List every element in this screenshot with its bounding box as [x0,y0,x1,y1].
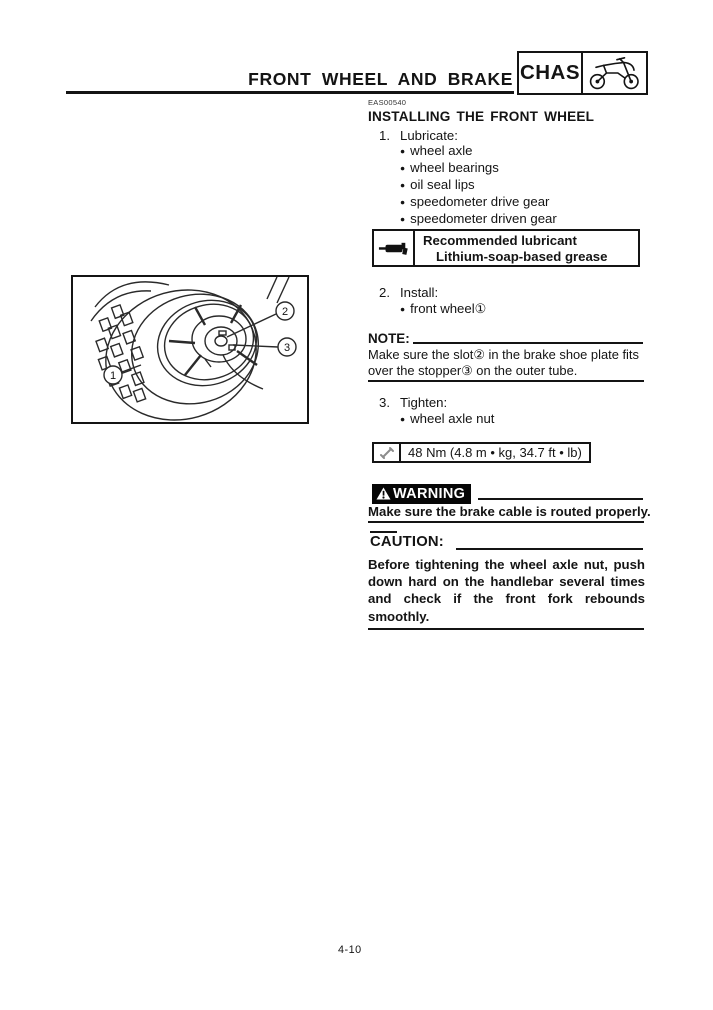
caution-rule-bottom [368,628,644,630]
caution-rule-top [456,548,643,550]
lubricant-spec-box [372,229,640,267]
step-1-items [400,143,557,228]
step-1 [379,128,458,143]
front-wheel-illustration [73,277,307,422]
section-label: CHAS [519,53,583,93]
lubricant-spec-text [415,231,607,265]
caution-text: Before tightening the wheel axle nut, push down hard on the handlebar several times and check if the front fork rebounds smoothly. [368,557,645,624]
list-item: ● wheel bearings [400,160,557,177]
note-text-line: over the stopper③ on the outer tube. [368,363,578,379]
list-item: ● front wheel① [400,301,486,318]
warning-label [372,484,471,504]
caution-overline [370,531,397,533]
list-item: ● speedometer driven gear [400,211,557,228]
grease-gun-icon [374,231,415,265]
note-rule-top [413,342,643,344]
step-2 [379,285,438,300]
warning-triangle-icon [376,487,391,500]
title-underline [66,91,514,94]
step-3-action: Tighten: [400,395,448,410]
torque-value: 48 Nm (4.8 m • kg, 34.7 ft • lb) [408,445,582,460]
warning-label-text: WARNING [393,485,466,502]
step-2-items [400,301,486,318]
step-3-items [400,411,494,428]
section-tab [517,51,648,95]
step-2-number: 2. [379,285,390,300]
step-1-action: Lubricate: [400,128,458,143]
list-item: ● wheel axle [400,143,557,160]
step-2-action: Install: [400,285,439,300]
topic-code: EAS00540 [368,98,407,107]
step-3 [379,395,447,410]
note-label: NOTE: [368,331,410,346]
step-1-number: 1. [379,128,390,143]
warning-text: Make sure the brake cable is routed properly. [368,504,651,519]
page-title: FRONT WHEEL AND BRAKE [248,69,513,89]
torque-spec-box [372,442,591,463]
lubricant-title: Recommended lubricant [423,233,577,248]
wrench-icon [374,444,401,461]
section-heading: INSTALLING THE FRONT WHEEL [368,109,595,124]
warning-rule-bottom [368,521,644,523]
note-text-line: Make sure the slot② in the brake shoe plate fits [368,347,639,362]
list-item: ● wheel axle nut [400,411,494,428]
callout-2: 2 [281,306,289,318]
callout-3: 3 [283,342,291,354]
list-item: ● oil seal lips [400,177,557,194]
list-item: ● speedometer drive gear [400,194,557,211]
motorcycle-icon [583,53,646,93]
note-rule-bottom [368,380,644,382]
caution-label: CAUTION: [370,534,444,550]
step-3-number: 3. [379,395,390,410]
note-text [368,347,639,380]
page-number: 4-10 [338,944,362,956]
lubricant-value: Lithium-soap-based grease [436,248,608,264]
front-wheel-figure [71,275,309,424]
callout-1: 1 [109,370,117,382]
warning-rule-top [478,498,643,500]
